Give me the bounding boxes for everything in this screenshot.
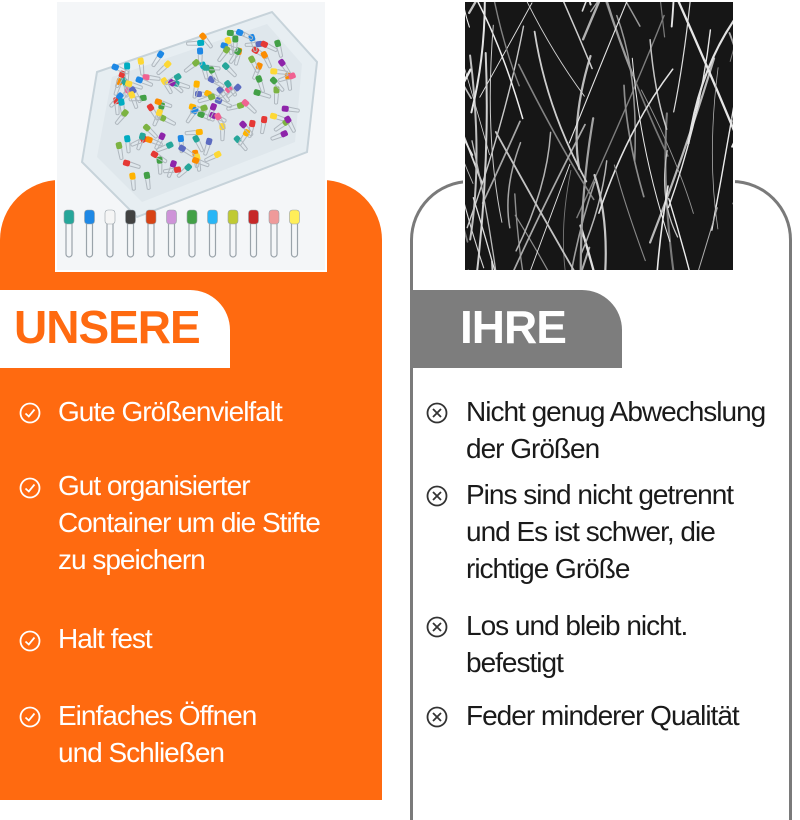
- unsere-heading: UNSERE: [14, 301, 200, 353]
- check-circle-icon: [19, 706, 41, 728]
- x-circle-icon: [426, 616, 448, 638]
- unsere-item-1: Gute Größenvielfalt: [58, 396, 282, 427]
- ihre-heading: IHRE: [460, 301, 566, 353]
- unsere-item-3: Halt fest: [58, 623, 152, 654]
- ihre-item-2: Pins sind nicht getrennt und Es ist schwer, die richtige Größe: [466, 479, 734, 584]
- unsere-item-2: Gut organisierter Container um die Stifte zu speichern: [58, 470, 320, 575]
- colorful-safety-pins-box-image: [55, 0, 327, 272]
- check-circle-icon: [19, 402, 41, 424]
- ihre-item-1: Nicht genug Abwechslung der Größen: [466, 396, 766, 464]
- unsere-item-4: Einfaches Öffnen und Schließen: [58, 700, 257, 768]
- ihre-item-3: Los und bleib nicht. befestigt: [466, 610, 688, 678]
- check-circle-icon: [19, 630, 41, 652]
- ihre-item-4: Feder minderer Qualität: [466, 700, 739, 731]
- tangled-metal-safety-pins-image: [463, 0, 735, 272]
- check-circle-icon: [19, 477, 41, 499]
- x-circle-icon: [426, 402, 448, 424]
- x-circle-icon: [426, 485, 448, 507]
- x-circle-icon: [426, 706, 448, 728]
